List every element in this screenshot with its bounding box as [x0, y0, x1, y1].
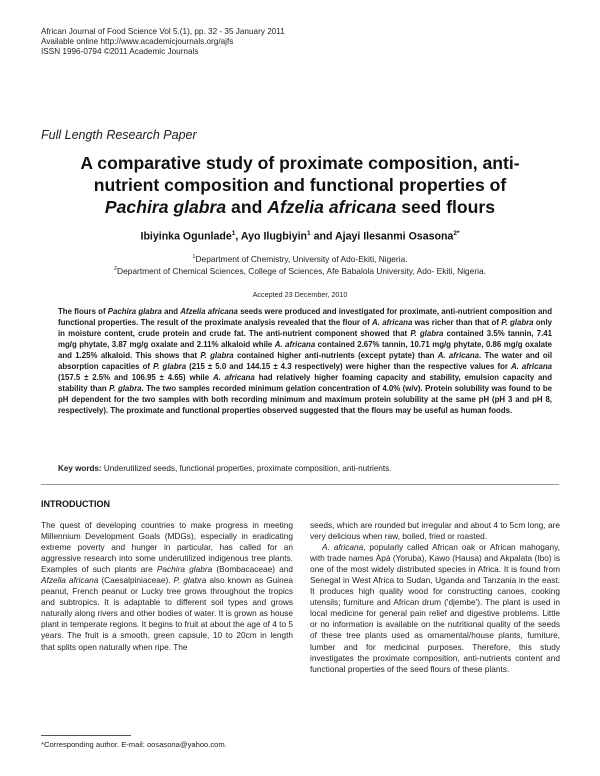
abstract-species: Pachira glabra — [107, 307, 162, 316]
affiliation-1-marker: 1 — [192, 254, 196, 261]
body-column-left — [41, 520, 293, 653]
title-species-1: Pachira glabra — [104, 197, 227, 217]
keywords-label: Key words: — [58, 464, 102, 473]
affiliation-1 — [40, 254, 560, 264]
abstract-text: contained higher anti-nutrients (except pytate) than — [233, 351, 438, 361]
abstract-text: seeds were produced and investigated for proximate, anti-nutrient composition and functional properties. The result of the proximate analysis revealed that the flour of — [58, 307, 552, 328]
intro-paragraph-2: seeds, which are rounded but irregular and about 4 to 5cm long, are very delicious when raw, boiled, fried or roasted. — [310, 520, 560, 542]
affiliation-2-marker: 2 — [113, 266, 118, 273]
intro-paragraph-1 — [41, 520, 293, 653]
abstract-species: A. africana — [212, 373, 255, 383]
keywords — [58, 464, 552, 473]
journal-citation: African Journal of Food Science Vol 5.(1), pp. 32 - 35 January 2011 — [41, 27, 285, 36]
author-2: Ayo Ilugbiyin — [240, 230, 308, 243]
corresponding-author-footnote: *Corresponding author. E-mail: oosasona@yahoo.com. — [41, 740, 227, 749]
abstract — [58, 306, 552, 416]
title-line-3 — [40, 196, 560, 218]
body-column-right — [310, 520, 560, 675]
author-sep-2: and — [310, 230, 335, 243]
body-species: Afzelia africana — [41, 575, 99, 586]
paper-title — [40, 152, 560, 218]
title-species-2: Afzelia africana — [267, 197, 397, 217]
abstract-species: A. africana — [437, 351, 480, 361]
abstract-species: A. africana — [511, 362, 552, 372]
body-text: also known as Guinea peanut, French peanut or Lucky tree grows throughout the tropics and subtropics. It is adaptable to different soil types and grows naturally along rivers and other bodies of water. It is grown as house plant in temperate regions. It begins to fruit at about the age of 4 to 5 years. The fruit is a smooth, green capsule, 10 to 20cm in length that splits open naturally when ripe. The — [41, 575, 293, 652]
author-2-affil: 1 — [307, 230, 311, 237]
author-1-affil: 1 — [231, 230, 236, 237]
body-species: Pachira glabra — [156, 564, 213, 575]
abstract-text: had relatively higher foaming capacity and stability, emulsion capacity and stability than — [58, 373, 552, 394]
abstract-text: (157.5 ± 2.5% and 106.95 ± 4.65) while — [58, 373, 213, 383]
journal-header — [41, 27, 285, 58]
body-text: (Caesalpiniaceae). — [98, 575, 174, 586]
section-divider — [41, 484, 559, 485]
abstract-species: Afzelia africana — [180, 307, 238, 316]
author-1: Ibiyinka Ogunlade — [140, 230, 232, 243]
author-sep-1: , — [235, 230, 241, 243]
journal-issn: ISSN 1996-0794 ©2011 Academic Journals — [41, 47, 199, 57]
abstract-species: P. glabra — [200, 351, 234, 361]
abstract-text: and — [161, 307, 181, 316]
body-species: P. glabra — [173, 575, 207, 586]
abstract-text: The flours of — [58, 307, 108, 316]
title-line-2: nutrient composition and functional properties of — [93, 175, 507, 195]
paper-type: Full Length Research Paper — [41, 128, 197, 142]
affiliation-2-text: Department of Chemical Sciences, College of Sciences, Afe Babalola University, Ado- Ekiti, Nigeria. — [117, 266, 487, 276]
abstract-species: A. africana — [274, 340, 316, 350]
title-and: and — [226, 197, 268, 217]
body-species: A. africana — [322, 542, 364, 553]
abstract-text: (215 ± 5.0 and 144.15 ± 4.3 respectively) were higher than the respective values for — [186, 362, 511, 372]
title-end: seed flours — [396, 197, 496, 217]
accepted-date: Accepted 23 December, 2010 — [252, 290, 348, 299]
affiliation-1-text: Department of Chemistry, University of Ado-Ekiti, Nigeria. — [195, 254, 408, 264]
abstract-species: P. glabra — [501, 318, 534, 328]
abstract-text: was richer than that of — [412, 318, 502, 328]
abstract-text: contained 2.67% tannin, 10.71 mg/g phytate, 0.86 mg/g oxalate and 1.25% alkaloid. This shows that — [58, 340, 553, 361]
title-line-1: A comparative study of proximate composition, anti- — [80, 153, 520, 173]
abstract-text: only in moisture content, crude protein and crude fat. The anti-nutrient component showed that — [58, 318, 553, 339]
abstract-species: A. africana — [372, 318, 413, 328]
abstract-text: . The two samples recorded minimum gelation concentration of 4.0% (w/v). Protein solubility was found to be pH dependent for the two samples with both recording minimum and maximum protein solubility at the same pH (pH 3 and pH 8, respectively). The proximate and functional properties observed suggested that the flours may be useful as human foods. — [58, 384, 553, 416]
affiliation-2 — [40, 266, 560, 276]
abstract-text: contained 3.5% tannin, 7.41 mg/g phytate, 3.87 mg/g oxalate and 2.11% alkaloid while — [58, 329, 552, 350]
section-heading: INTRODUCTION — [41, 499, 110, 509]
intro-paragraph-3 — [310, 542, 560, 675]
author-3-affil: 2* — [453, 230, 460, 237]
author-3: Ajayi Ilesanmi Osasona — [334, 230, 454, 243]
body-text: , popularly called African oak or African mahogany, with trade names Àpá (Yoruba), Kawo (Hausa) and Akpalata (Ibo) is one of the most widely distributed species in Africa. It is found from Senegal in West Africa to Sudan, Uganda and Tanzania in the east. It produces high quality wood for constructing canoes, cooking utensils; furniture and African drum ('djembe'). The plant is used in local medicine for general pain relief and digestive problems. Little or no information is available on the nutritional quality of the seeds of these tree plants used as ornamental/house plants, furniture, lumber and for medicinal purposes. Therefore, this study investigates the proximate composition, anti-nutrients content and functional properties of the seed flours of these plants. — [310, 542, 560, 674]
body-text: The quest of developing countries to make progress in meeting Millennium Development Goals (MDGs), especially in eradicating extreme poverty and hunger in particular, has called for an aggressive research into some underutilized indigenous tree plants. Examples of such plants are — [41, 520, 293, 575]
journal-url: Available online http://www.academicjournals.org/ajfs — [41, 37, 234, 47]
abstract-text: . The water and oil absorption capacities of — [58, 351, 552, 372]
keywords-text: Underutilized seeds, functional properties, proximate composition, anti-nutrients. — [101, 464, 392, 473]
body-text: (Bombacaceae) and — [212, 564, 293, 575]
abstract-species: P. glabra — [153, 362, 187, 372]
footnote-divider — [41, 735, 131, 736]
author-list — [40, 230, 560, 243]
abstract-species: P. glabra — [410, 329, 444, 339]
abstract-species: P. glabra — [109, 384, 142, 394]
